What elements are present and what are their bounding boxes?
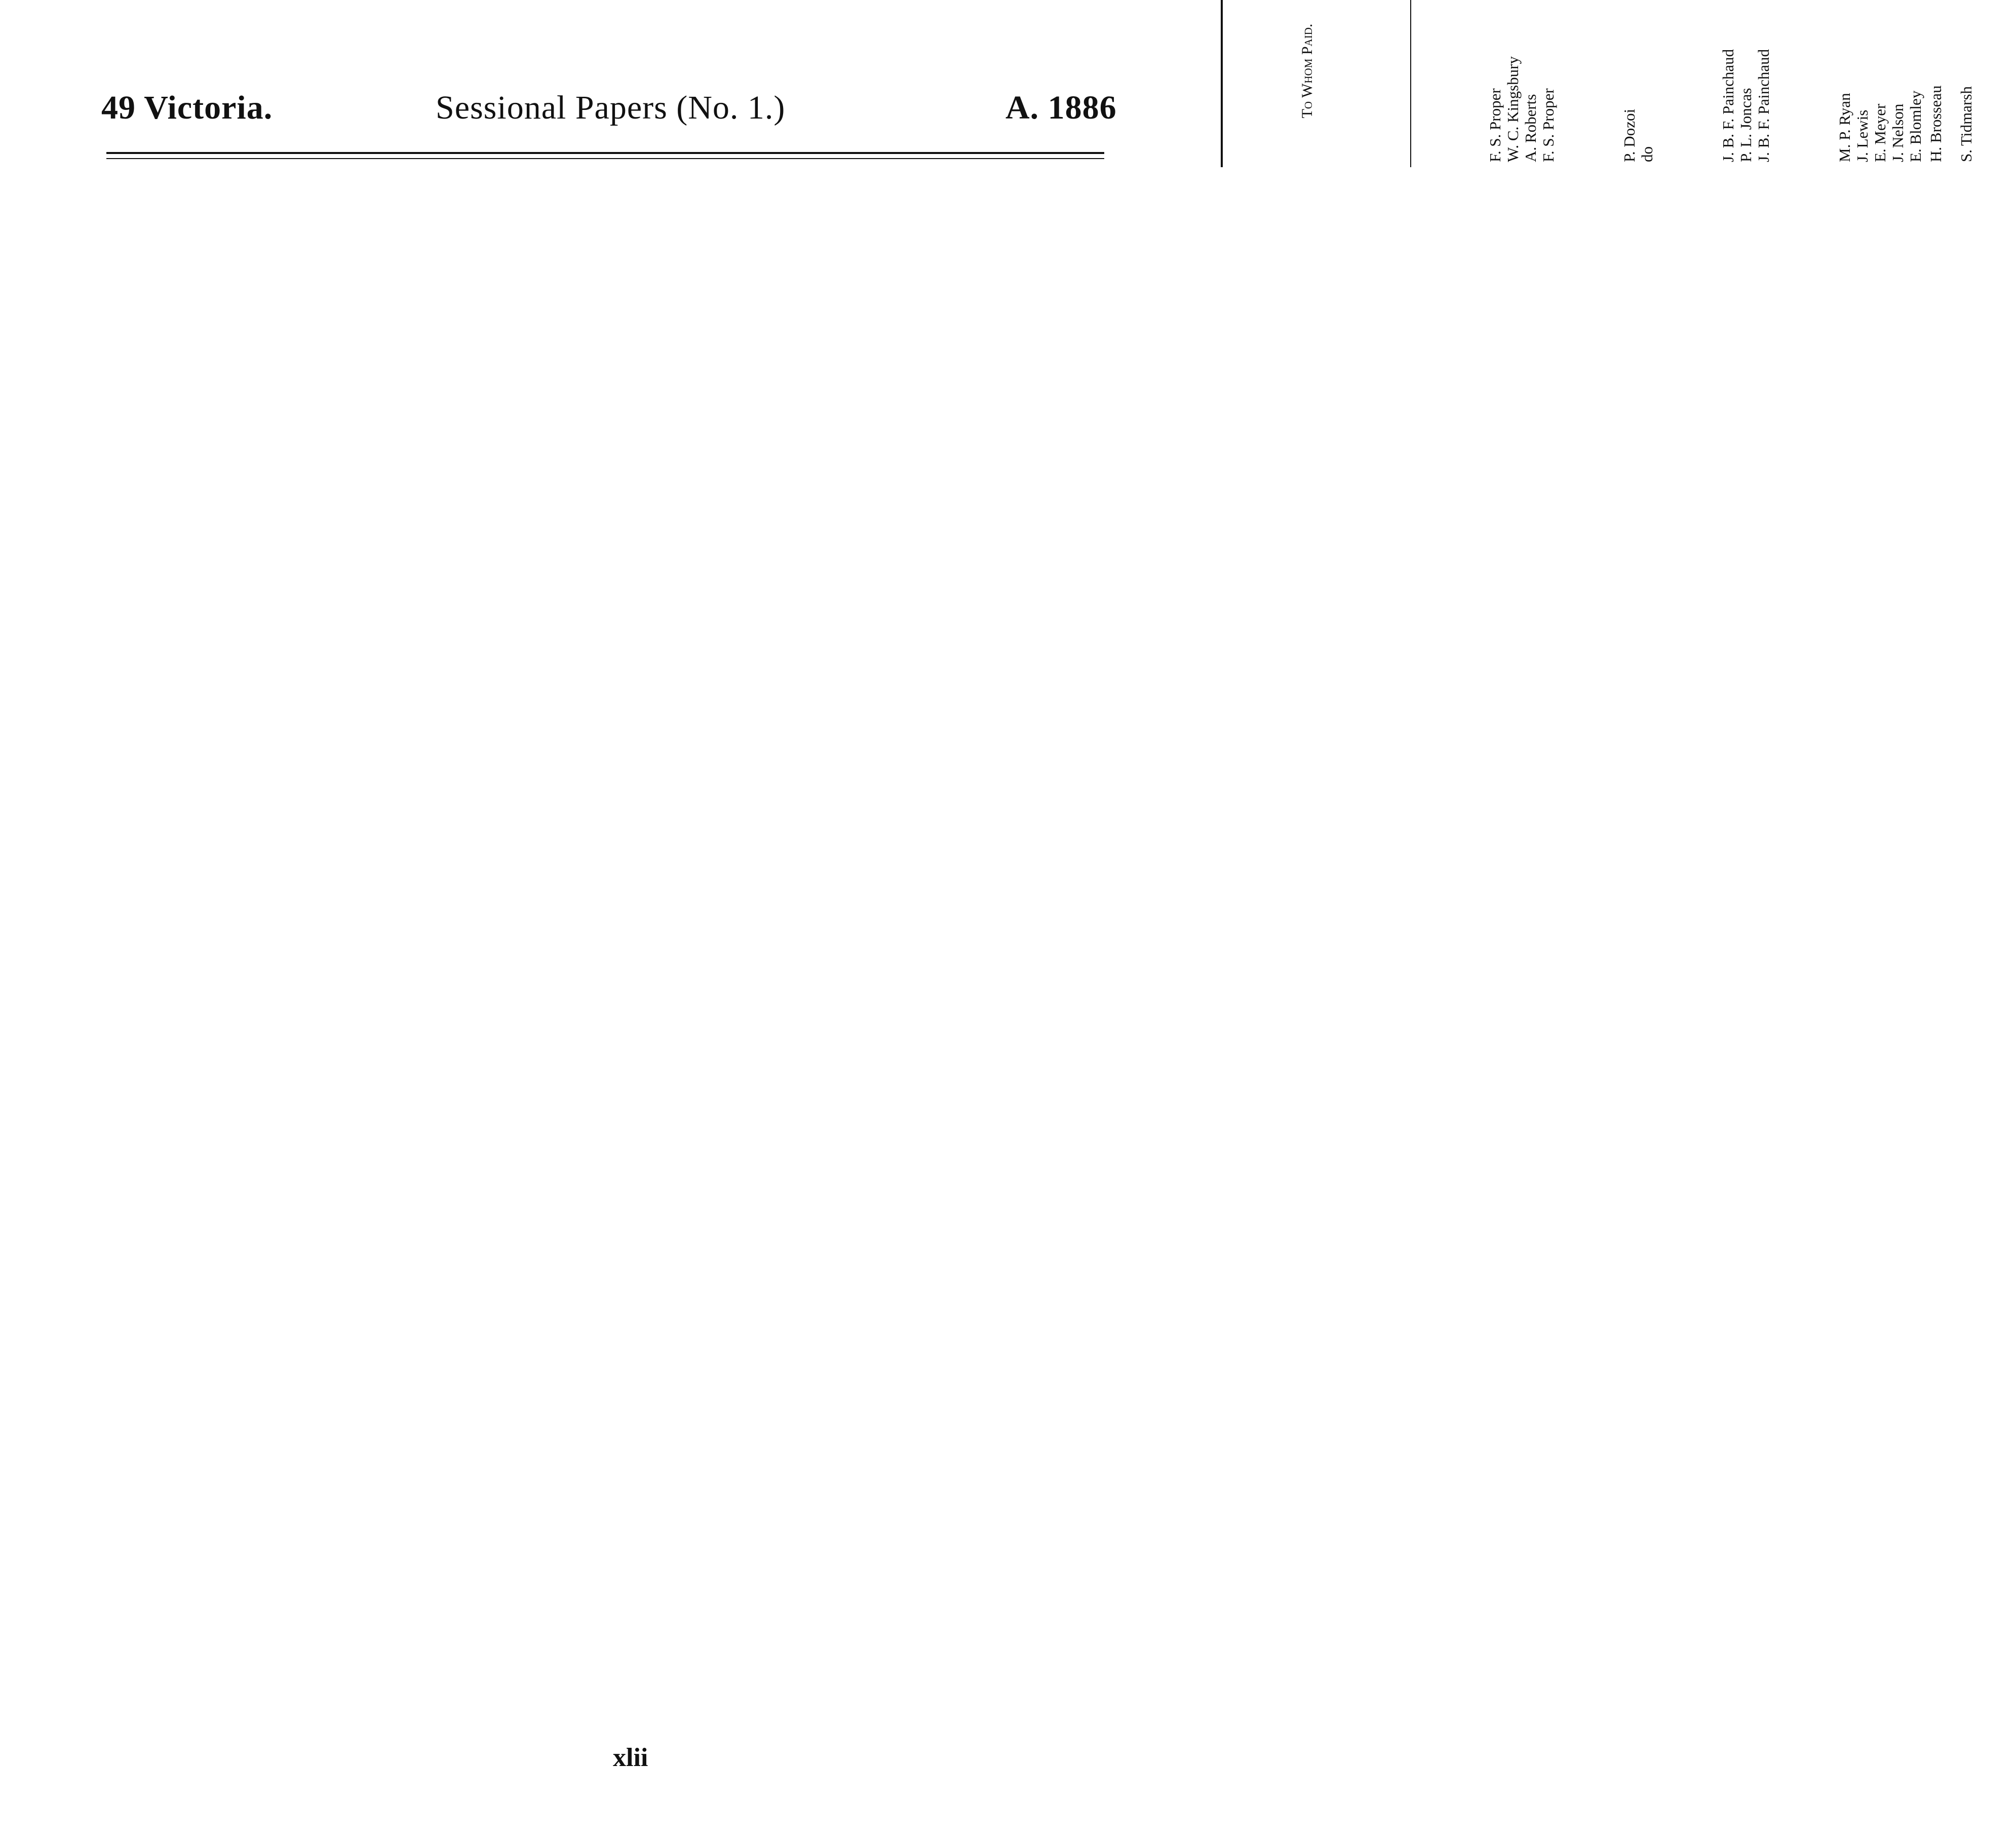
- header-rule-thin: [106, 158, 1104, 159]
- table-row: A. Roberts: [1522, 94, 1539, 162]
- header-center: Sessional Papers (No. 1.): [436, 89, 786, 126]
- page-title: [1099, 0, 1140, 167]
- table-row: W. C. Kingsbury: [1504, 56, 1522, 162]
- rotated-table-page: [1079, 0, 2016, 167]
- col-header-to-whom: To Whom Paid.: [1299, 23, 1315, 119]
- table-row: M. P. Ryan: [1836, 93, 1853, 162]
- table-row: E. Blomley: [1907, 90, 1924, 162]
- table-row: J. Nelson: [1889, 103, 1907, 162]
- table-row: S. Tidmarsh: [1957, 86, 1975, 162]
- table-row: do: [1638, 146, 1656, 162]
- expenditure-table: [1221, 0, 2003, 167]
- table-row: F. S. Proper: [1539, 88, 1557, 162]
- table-row: F. S. Proper: [1486, 88, 1504, 162]
- table-row: E. Meyer: [1871, 103, 1889, 162]
- table-row: P. L. Joncas: [1737, 88, 1755, 162]
- table-row: J. B. F. Painchaud: [1719, 49, 1737, 162]
- header-left: 49 Victoria.: [101, 89, 273, 126]
- header-rule: [106, 152, 1104, 154]
- page-subtitle: [1165, 0, 1200, 167]
- header-right: A. 1886: [1005, 89, 1117, 126]
- table-row: J. Lewis: [1853, 109, 1871, 162]
- page-number: xlii: [613, 1743, 648, 1772]
- table-row: J. B. F. Painchaud: [1755, 49, 1772, 162]
- table-row: H. Brosseau: [1927, 85, 1945, 162]
- table-row: P. Dozoi: [1620, 108, 1638, 162]
